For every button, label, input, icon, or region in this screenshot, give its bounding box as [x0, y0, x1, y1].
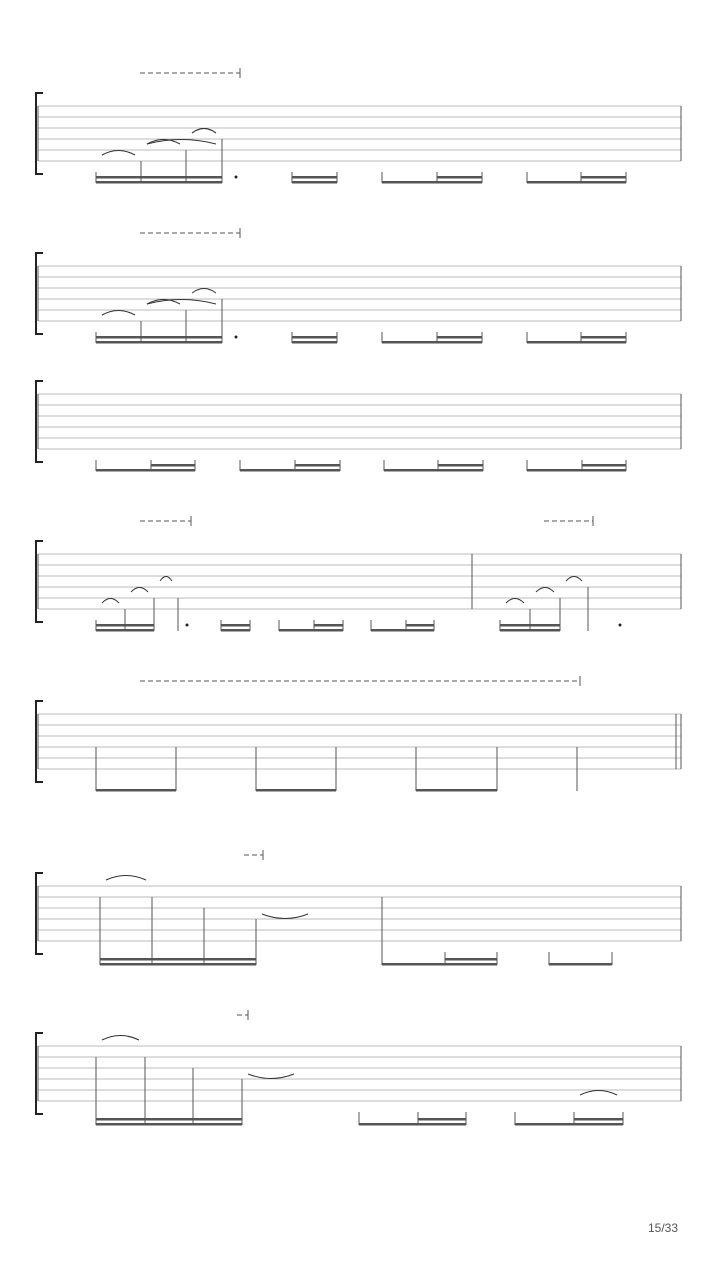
tab-system-4 [36, 516, 681, 632]
beam-secondary [292, 336, 337, 339]
beam [96, 181, 222, 184]
beam-secondary [581, 176, 626, 179]
tie-arc [131, 588, 148, 593]
tie-arc [160, 577, 172, 582]
beam [382, 963, 497, 966]
beam [527, 341, 626, 344]
beam [416, 789, 497, 792]
tab-system-3 [36, 381, 681, 472]
beam-secondary [581, 336, 626, 339]
beam-secondary [221, 624, 250, 627]
beam-secondary [406, 624, 434, 627]
system-bracket [36, 541, 43, 622]
beam [292, 341, 337, 344]
page-number: 15/33 [647, 1221, 678, 1235]
beam [96, 341, 222, 344]
beam [371, 629, 434, 632]
beam [279, 629, 343, 632]
rhythm-dot [235, 336, 238, 339]
beam [96, 789, 176, 792]
beam [359, 1123, 466, 1126]
tab-system-5 [36, 676, 681, 792]
beam [527, 181, 626, 184]
tab-system-2 [36, 228, 681, 344]
tie-arc [192, 289, 216, 294]
tie-arc [566, 577, 582, 582]
beam [527, 469, 626, 472]
beam-secondary [96, 624, 154, 627]
tie-arc [106, 876, 146, 881]
tie-arc [147, 140, 180, 145]
beam-secondary [574, 1118, 623, 1121]
system-bracket [36, 873, 43, 954]
tie-arc [262, 914, 308, 919]
beam [384, 469, 483, 472]
beam [549, 963, 612, 966]
tie-arc [506, 599, 524, 604]
beam [382, 341, 482, 344]
beam-secondary [314, 624, 343, 627]
beam-secondary [96, 1118, 242, 1121]
beam [382, 181, 482, 184]
tie-arc [580, 1091, 617, 1096]
tab-system-7 [36, 1010, 681, 1126]
tie-arc [102, 1036, 139, 1041]
tab-system-6 [36, 850, 681, 966]
beam [240, 469, 340, 472]
beam-secondary [437, 176, 482, 179]
tie-arc [102, 599, 119, 604]
tie-arc [536, 588, 554, 593]
system-bracket [36, 93, 43, 174]
beam-secondary [292, 176, 337, 179]
beam-secondary [445, 958, 497, 961]
beam-secondary [96, 176, 222, 179]
tab-system-1 [36, 68, 681, 184]
system-bracket [36, 381, 43, 462]
beam [515, 1123, 623, 1126]
tie-arc [147, 300, 180, 305]
beam-secondary [295, 464, 340, 467]
rhythm-dot [235, 176, 238, 179]
beam-secondary [151, 464, 195, 467]
tie-arc [102, 151, 135, 156]
beam [500, 629, 560, 632]
beam-secondary [438, 464, 483, 467]
beam-secondary [418, 1118, 466, 1121]
beam [96, 469, 195, 472]
tie-arc [102, 311, 135, 316]
beam [96, 629, 154, 632]
tie-arc [192, 129, 216, 134]
rhythm-dot [186, 624, 189, 627]
beam [221, 629, 250, 632]
beam-secondary [100, 958, 256, 961]
beam [256, 789, 336, 792]
beam [292, 181, 337, 184]
beam-secondary [582, 464, 626, 467]
system-bracket [36, 701, 43, 782]
system-bracket [36, 1033, 43, 1114]
beam [100, 963, 256, 966]
tie-arc [248, 1074, 294, 1079]
rhythm-dot [619, 624, 622, 627]
beam-secondary [437, 336, 482, 339]
system-bracket [36, 253, 43, 334]
beam-secondary [500, 624, 560, 627]
beam-secondary [96, 336, 222, 339]
beam [96, 1123, 242, 1126]
